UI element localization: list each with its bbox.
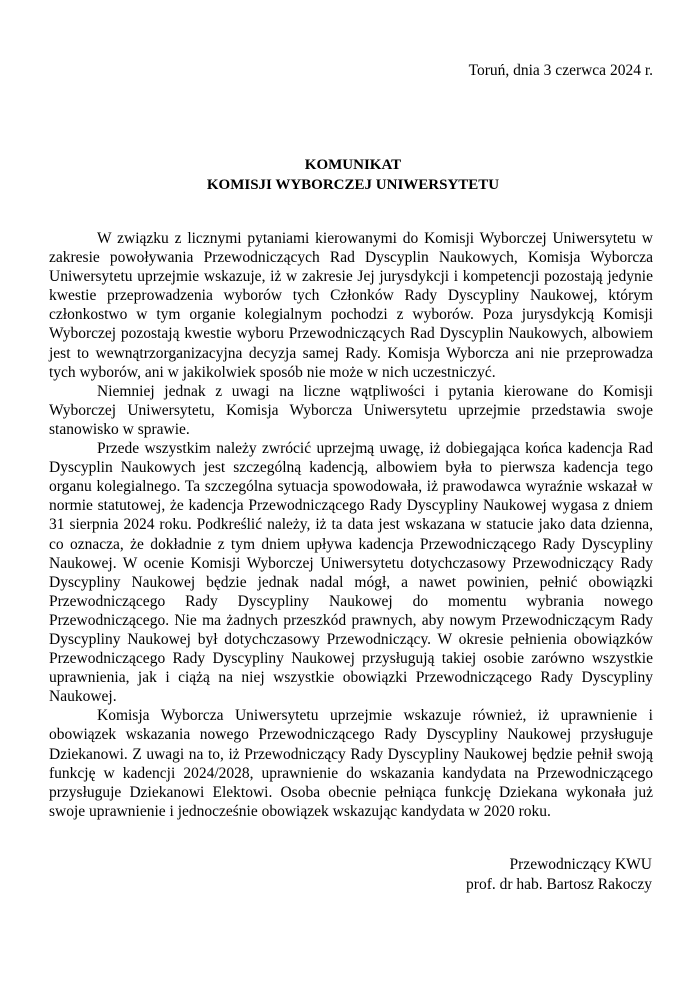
title-line-komisja: KOMISJI WYBORCZEJ UNIWERSYTETU (206, 177, 500, 193)
paragraph-4: Komisja Wyborcza Uniwersytetu uprzejmie wskazuje również, iż uprawnienie i obowiązek wskazania nowego Przewodniczącego Rady Dyscypliny Naukowej przysługuje Dziekanowi. Z uwagi na to, iż Przewodniczący Rady Dyscypliny Naukowej będzie pełnił swoją funkcję w kadencji 2024/2028, uprawnienie do wskazania kandydata na Przewodniczącego przysługuje Dziekanowi Elektowi. Osoba obecnie pełniąca funkcję Dziekana wykonała już swoje uprawnienie i jednocześnie obowiązek wskazując kandydata w 2020 roku. (49, 707, 653, 820)
place-and-date: Toruń, dnia 3 czerwca 2024 r. (468, 62, 653, 79)
document-body (49, 229, 653, 821)
document-title (0, 155, 700, 195)
signature-role: Przewodniczący KWU (509, 856, 652, 873)
signature-name: prof. dr hab. Bartosz Rakoczy (466, 876, 652, 893)
paragraph-3: Przede wszystkim należy zwrócić uprzejmą uwagę, iż dobiegająca końca kadencja Rad Dyscyplin Naukowych jest szczególną kadencją, albowiem była to pierwsza kadencja tego organu kolegialnego. Ta szczególna sytuacja spowodowała, iż prawodawca wyraźnie wskazał w normie statutowej, że kadencja Przewodniczącego Rady Dyscypliny Naukowej wygasa z dniem 31 sierpnia 2024 roku. Podkreślić należy, iż ta data jest wskazana w statucie jako data dzienna, co oznacza, że dokładnie z tym dniem upływa kadencja Przewodniczącego Rady Dyscypliny Naukowej. W ocenie Komisji Wyborczej Uniwersytetu dotychczasowy Przewodniczący Rady Dyscypliny Naukowej będzie jednak nadal mógł, a nawet powinien, pełnić obowiązki Przewodniczącego Rady Dyscypliny Naukowej do momentu wybrania nowego Przewodniczącego. Nie ma żadnych przeszkód prawnych, aby nowym Przewodniczącym Rady Dyscypliny Naukowej był dotychczasowy Przewodniczący. W okresie pełnienia obowiązków Przewodniczącego Rady Dyscypliny Naukowej przysługują takiej osobie zarówno wszystkie uprawnienia, jak i ciążą na niej wszystkie obowiązki Przewodniczącego Rady Dyscypliny Naukowej. (49, 440, 653, 706)
signature-block (466, 855, 652, 895)
paragraph-2: Niemniej jednak z uwagi na liczne wątpliwości i pytania kierowane do Komisji Wyborczej Uniwersytetu, Komisja Wyborcza Uniwersytetu uprzejmie przedstawia swoje stanowisko w sprawie. (49, 382, 653, 438)
title-line-komunikat: KOMUNIKAT (304, 157, 402, 173)
paragraph-1: W związku z licznymi pytaniami kierowanymi do Komisji Wyborczej Uniwersytetu w zakresie powoływania Przewodniczących Rad Dyscyplin Naukowych, Komisja Wyborcza Uniwersytetu uprzejmie wskazuje, iż w zakresie Jej jurysdykcji i kompetencji pozostają jedynie kwestie przeprowadzenia wyborów tych Członków Rady Dyscypliny Naukowej, którym członkostwo w tym organie kolegialnym pochodzi z wyborów. Poza jurysdykcją Komisji Wyborczej pozostają kwestie wyboru Przewodniczących Rad Dyscyplin Naukowych, albowiem jest to wewnątrzorganizacyjna decyzja samej Rady. Komisja Wyborcza ani nie przeprowadza tych wyborów, ani w jakikolwiek sposób nie może w nich uczestniczyć. (49, 230, 653, 381)
